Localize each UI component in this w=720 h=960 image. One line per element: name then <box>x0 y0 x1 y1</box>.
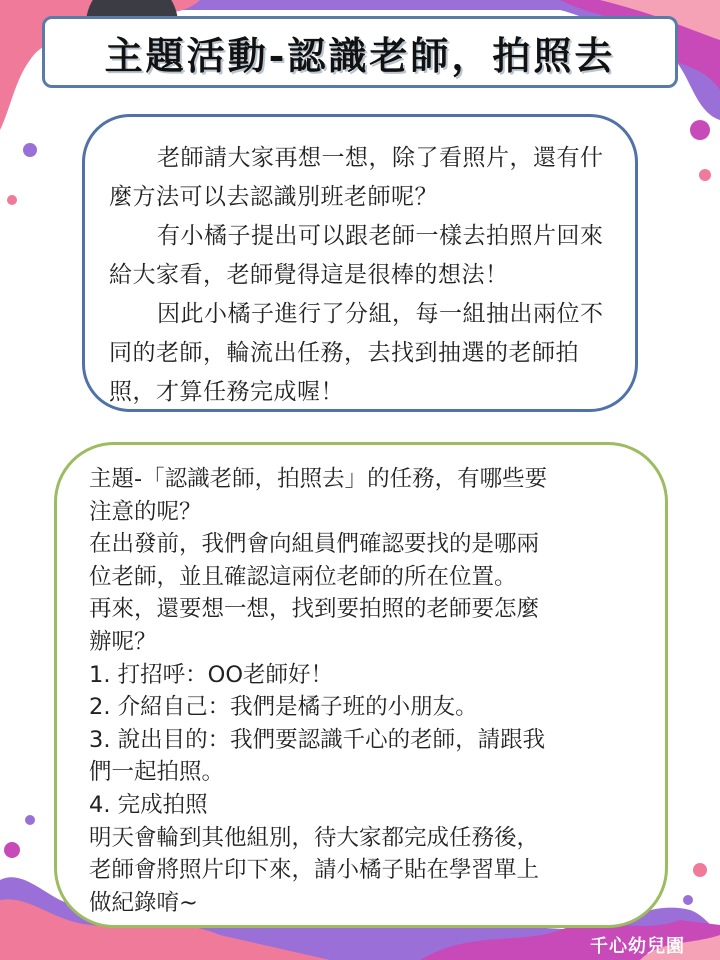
title-banner <box>42 16 678 88</box>
task-line: 辦呢？ <box>89 628 157 655</box>
task-step: 1. 打招呼：OO老師好！ <box>89 661 334 688</box>
task-step: 們一起拍照。 <box>89 759 225 786</box>
task-line: 主題-「認識老師，拍照去」的任務，有哪些要 <box>89 466 548 492</box>
task-line: 位老師，並且確認這兩位老師的所在位置。 <box>89 563 517 590</box>
task-line: 做紀錄唷~ <box>89 889 198 916</box>
intro-paragraph: 老師請大家再想一想，除了看照片，還有什麼方法可以去認識別班老師呢？ <box>109 145 604 210</box>
task-line: 老師會將照片印下來，請小橘子貼在學習單上 <box>89 857 540 884</box>
intro-paragraph: 因此小橘子進行了分組，每一組抽出兩位不同的老師，輪流出任務，去找到抽選的老師拍照，才算任務完成喔！ <box>109 301 604 405</box>
task-line: 在出發前，我們會向組員們確認要找的是哪兩 <box>89 531 540 558</box>
task-line: 明天會輪到其他組別，待大家都完成任務後， <box>89 824 540 851</box>
task-card <box>54 442 668 928</box>
intro-card <box>82 114 638 412</box>
task-line: 再來，還要想一想，找到要拍照的老師要怎麼 <box>89 596 540 623</box>
page-title: 主題活動-認識老師，拍照去 <box>104 32 616 78</box>
task-step: 2. 介紹自己：我們是橘子班的小朋友。 <box>89 694 478 721</box>
intro-paragraph: 有小橘子提出可以跟老師一樣去拍照片回來給大家看，老師覺得這是很棒的想法！ <box>109 223 604 288</box>
task-step: 4. 完成拍照 <box>89 791 208 818</box>
task-step: 3. 說出目的：我們要認識千心的老師，請跟我 <box>89 726 546 753</box>
kindergarten-logo: 千心幼兒園 <box>590 936 685 957</box>
task-line: 注意的呢？ <box>89 498 202 525</box>
